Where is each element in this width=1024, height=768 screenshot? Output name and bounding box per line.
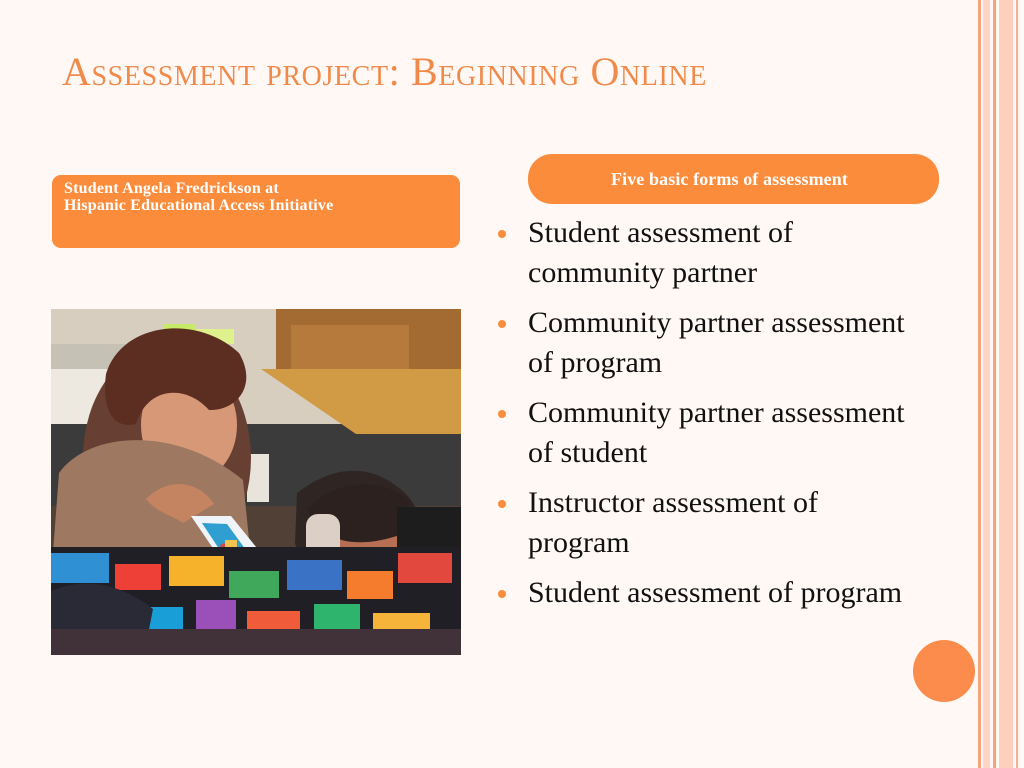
bullet-icon [498, 320, 506, 328]
assessment-bullet-item [497, 213, 927, 293]
bullet-icon [498, 410, 506, 418]
assessment-bullet-text: Community partner assessment of program [528, 306, 905, 379]
bullet-icon [498, 590, 506, 598]
assessment-forms-header: Five basic forms of assessment [528, 154, 939, 204]
slide-title: Assessment project: Beginning Online [62, 49, 707, 94]
decorative-orange-circle [913, 640, 975, 702]
assessment-bullet-text: Community partner assessment of student [528, 396, 905, 469]
reading-photo-illustration [51, 309, 461, 655]
photo-caption-box [52, 175, 460, 248]
assessment-bullet-item [497, 393, 927, 473]
assessment-bullet-text: Student assessment of program [528, 576, 903, 609]
assessment-bullet-item [497, 303, 927, 383]
assessment-bullet-list [497, 213, 927, 623]
assessment-bullet-item [497, 483, 927, 563]
decorative-side-stripes [978, 0, 1024, 768]
photo-caption-line-1: Student Angela Fredrickson at [64, 180, 279, 197]
photo-caption-line-2: Hispanic Educational Access Initiative [64, 197, 334, 214]
assessment-bullet-text: Student assessment of community partner [528, 216, 793, 289]
assessment-bullet-text: Instructor assessment of program [528, 486, 818, 559]
bullet-icon [498, 230, 506, 238]
bullet-icon [498, 500, 506, 508]
reading-photo [51, 309, 461, 655]
assessment-bullet-item [497, 573, 927, 613]
